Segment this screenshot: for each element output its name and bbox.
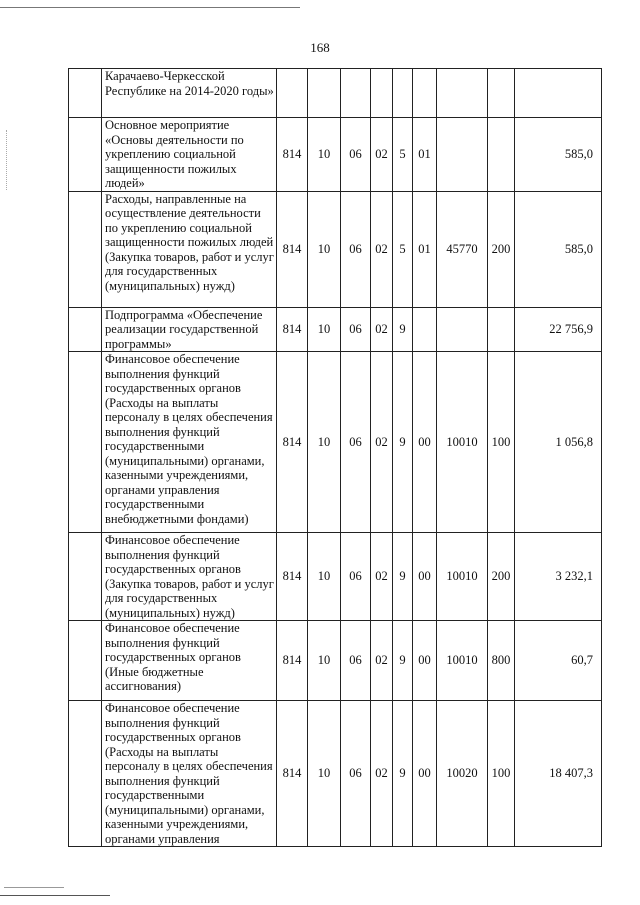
code-cell-c4: 10010: [437, 352, 488, 533]
code-cell-c2: 9: [393, 352, 413, 533]
code-cell-c4: [437, 69, 488, 118]
code-cell-c1: 02: [371, 533, 393, 621]
code-cell-c1: 02: [371, 191, 393, 307]
code-cell-vr: [488, 69, 515, 118]
code-cell-pr: [341, 69, 371, 118]
code-cell-rz: [308, 69, 341, 118]
code-cell-c1: 02: [371, 118, 393, 192]
code-cell-c1: 02: [371, 701, 393, 847]
page-number: 168: [310, 40, 330, 55]
code-cell-c3: 00: [413, 533, 437, 621]
table-row: [69, 533, 602, 621]
code-cell-rz: 10: [308, 191, 341, 307]
code-cell-ved: 814: [277, 533, 308, 621]
code-cell-vr: [488, 118, 515, 192]
code-cell-c4: [437, 118, 488, 192]
code-cell-ved: 814: [277, 621, 308, 701]
code-cell-c4: [437, 307, 488, 352]
code-cell-rz: 10: [308, 701, 341, 847]
code-cell-ved: [277, 69, 308, 118]
blank-cell: [69, 701, 102, 847]
scan-edge-line: [0, 7, 300, 8]
code-cell-c3: [413, 307, 437, 352]
amount-cell: 22 756,9: [515, 307, 602, 352]
code-cell-pr: 06: [341, 118, 371, 192]
code-cell-c3: 01: [413, 191, 437, 307]
code-cell-rz: 10: [308, 533, 341, 621]
scan-margin-dots: [6, 130, 8, 190]
code-cell-c4: 10010: [437, 621, 488, 701]
code-cell-c2: 9: [393, 533, 413, 621]
item-name-cell: Расходы, направленные на осуществление деятельности по укреплению социальной защищенности пожилых людей (Закупка товаров, работ и услуг для государственных (муниципальных) нужд): [102, 191, 277, 307]
table-row: [69, 307, 602, 352]
amount-cell: 60,7: [515, 621, 602, 701]
code-cell-vr: 100: [488, 701, 515, 847]
code-cell-c3: 00: [413, 352, 437, 533]
code-cell-ved: 814: [277, 352, 308, 533]
code-cell-vr: 200: [488, 533, 515, 621]
code-cell-c2: 5: [393, 191, 413, 307]
table-row: [69, 352, 602, 533]
code-cell-pr: 06: [341, 533, 371, 621]
blank-cell: [69, 191, 102, 307]
code-cell-vr: 800: [488, 621, 515, 701]
item-name-cell: Финансовое обеспечение выполнения функций государственных органов (Расходы на выплаты персоналу в целях обеспечения выполнения функций государственными (муниципальными) органами, казенными учреждениями, органами управления: [102, 701, 277, 847]
blank-cell: [69, 533, 102, 621]
amount-cell: 3 232,1: [515, 533, 602, 621]
code-cell-ved: 814: [277, 191, 308, 307]
code-cell-rz: 10: [308, 307, 341, 352]
code-cell-rz: 10: [308, 621, 341, 701]
code-cell-c3: 01: [413, 118, 437, 192]
amount-cell: 1 056,8: [515, 352, 602, 533]
code-cell-c4: 10010: [437, 533, 488, 621]
code-cell-ved: 814: [277, 701, 308, 847]
blank-cell: [69, 69, 102, 118]
table-body: [69, 69, 602, 847]
code-cell-rz: 10: [308, 352, 341, 533]
code-cell-c3: [413, 69, 437, 118]
code-cell-vr: [488, 307, 515, 352]
table-row: [69, 621, 602, 701]
code-cell-vr: 200: [488, 191, 515, 307]
code-cell-c2: 9: [393, 701, 413, 847]
code-cell-pr: 06: [341, 352, 371, 533]
code-cell-ved: 814: [277, 118, 308, 192]
item-name-cell: Основное мероприятие «Основы деятельности по укреплению социальной защищенности пожилых людей»: [102, 118, 277, 192]
code-cell-c3: 00: [413, 701, 437, 847]
code-cell-c1: 02: [371, 307, 393, 352]
item-name-cell: Финансовое обеспечение выполнения функций государственных органов (Иные бюджетные ассигнования): [102, 621, 277, 701]
item-name-cell: Карачаево-Черкесской Республике на 2014-2020 годы»: [102, 69, 277, 118]
table-row: [69, 118, 602, 192]
code-cell-rz: 10: [308, 118, 341, 192]
code-cell-ved: 814: [277, 307, 308, 352]
code-cell-vr: 100: [488, 352, 515, 533]
code-cell-c4: 45770: [437, 191, 488, 307]
amount-cell: [515, 69, 602, 118]
table-row: [69, 191, 602, 307]
item-name-cell: Финансовое обеспечение выполнения функций государственных органов (Расходы на выплаты персоналу в целях обеспечения выполнения функций государственными (муниципальными) органами, казенными учреждениями, органами управления государственными внебюджетными фондами): [102, 352, 277, 533]
code-cell-pr: 06: [341, 621, 371, 701]
scan-edge-mark: [4, 887, 64, 888]
amount-cell: 18 407,3: [515, 701, 602, 847]
item-name-cell: Финансовое обеспечение выполнения функций государственных органов (Закупка товаров, работ и услуг для государственных (муниципальных) нужд): [102, 533, 277, 621]
blank-cell: [69, 352, 102, 533]
code-cell-c1: 02: [371, 621, 393, 701]
amount-cell: 585,0: [515, 191, 602, 307]
code-cell-c2: 9: [393, 621, 413, 701]
code-cell-c2: 5: [393, 118, 413, 192]
blank-cell: [69, 621, 102, 701]
budget-table: [68, 68, 602, 847]
amount-cell: 585,0: [515, 118, 602, 192]
scan-edge-line-bottom: [0, 895, 110, 896]
code-cell-pr: 06: [341, 701, 371, 847]
code-cell-c1: [371, 69, 393, 118]
code-cell-c2: 9: [393, 307, 413, 352]
code-cell-c2: [393, 69, 413, 118]
code-cell-c1: 02: [371, 352, 393, 533]
blank-cell: [69, 307, 102, 352]
table-row: [69, 69, 602, 118]
code-cell-c3: 00: [413, 621, 437, 701]
blank-cell: [69, 118, 102, 192]
code-cell-c4: 10020: [437, 701, 488, 847]
table-row: [69, 701, 602, 847]
item-name-cell: Подпрограмма «Обеспечение реализации государственной программы»: [102, 307, 277, 352]
code-cell-pr: 06: [341, 307, 371, 352]
code-cell-pr: 06: [341, 191, 371, 307]
